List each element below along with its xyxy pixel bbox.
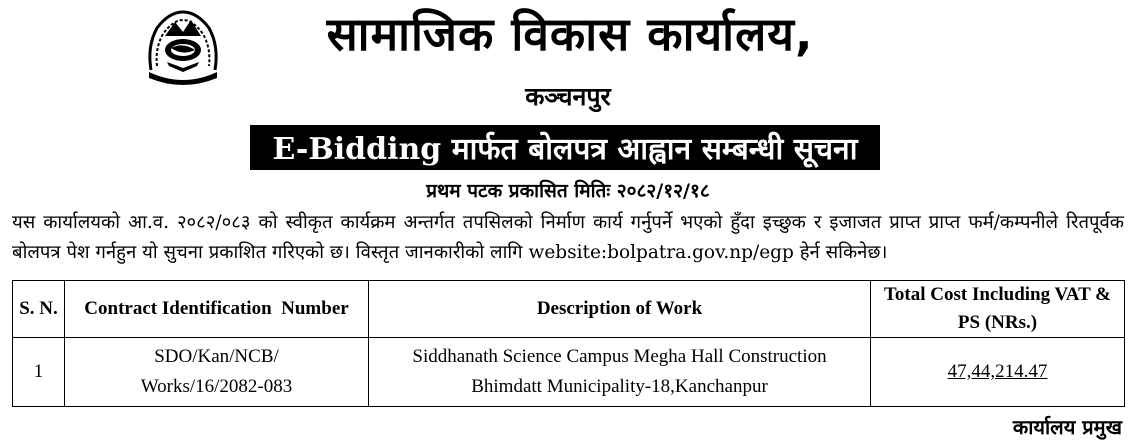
notice-title: E-Bidding मार्फत बोलपत्र आह्वान सम्बन्धी सूचना bbox=[272, 132, 858, 167]
contract-id-line: Works/16/2082-083 bbox=[140, 376, 293, 397]
office-chief-signature: कार्यालय प्रमुख bbox=[1012, 415, 1122, 439]
header-sn: S. N. bbox=[13, 281, 65, 338]
office-title: सामाजिक विकास कार्यालय, bbox=[326, 7, 814, 61]
district-name: कञ्चनपुर bbox=[525, 82, 611, 111]
cell-sn: 1 bbox=[13, 338, 65, 407]
header-total-cost: Total Cost Including VAT & PS (NRs.) bbox=[871, 281, 1125, 338]
cell-total-cost bbox=[871, 338, 1125, 407]
description-line: Bhimdatt Municipality-18,Kanchanpur bbox=[471, 376, 768, 397]
government-emblem-icon bbox=[143, 6, 223, 88]
total-cost-value: 47,44,214.47 bbox=[947, 361, 1048, 382]
table-row bbox=[13, 338, 1125, 407]
description-line: Siddhanath Science Campus Megha Hall Construction bbox=[412, 346, 827, 367]
notice-title-banner bbox=[250, 125, 880, 170]
works-table bbox=[12, 280, 1125, 407]
header-description: Description of Work bbox=[369, 281, 871, 338]
header-contract-id: Contract Identification Number bbox=[65, 281, 369, 338]
table-header-row bbox=[13, 281, 1125, 338]
cell-contract-id bbox=[65, 338, 369, 407]
contract-id-line: SDO/Kan/NCB/ bbox=[154, 346, 279, 367]
publication-date: प्रथम पटक प्रकासित मितिः २०८२/१२/१८ bbox=[426, 180, 710, 202]
notice-paragraph: यस कार्यालयको आ.व. २०८२/०८३ को स्वीकृत कार्यक्रम अन्तर्गत तपसिलको निर्माण कार्य गर्नुपर्ने भएको हुँदा इच्छुक र इजाजत प्राप्त प्राप्त फर्म/कम्पनीले रितपूर्वक बोलपत्र पेश गर्नहुन यो सुचना प्रकाशित गरिएको छ। विस्तृत जानकारीको लागि website:bolpatra.gov.np/egp हेर्न सकिनेछ। bbox=[12, 212, 1124, 263]
cell-description bbox=[369, 338, 871, 407]
